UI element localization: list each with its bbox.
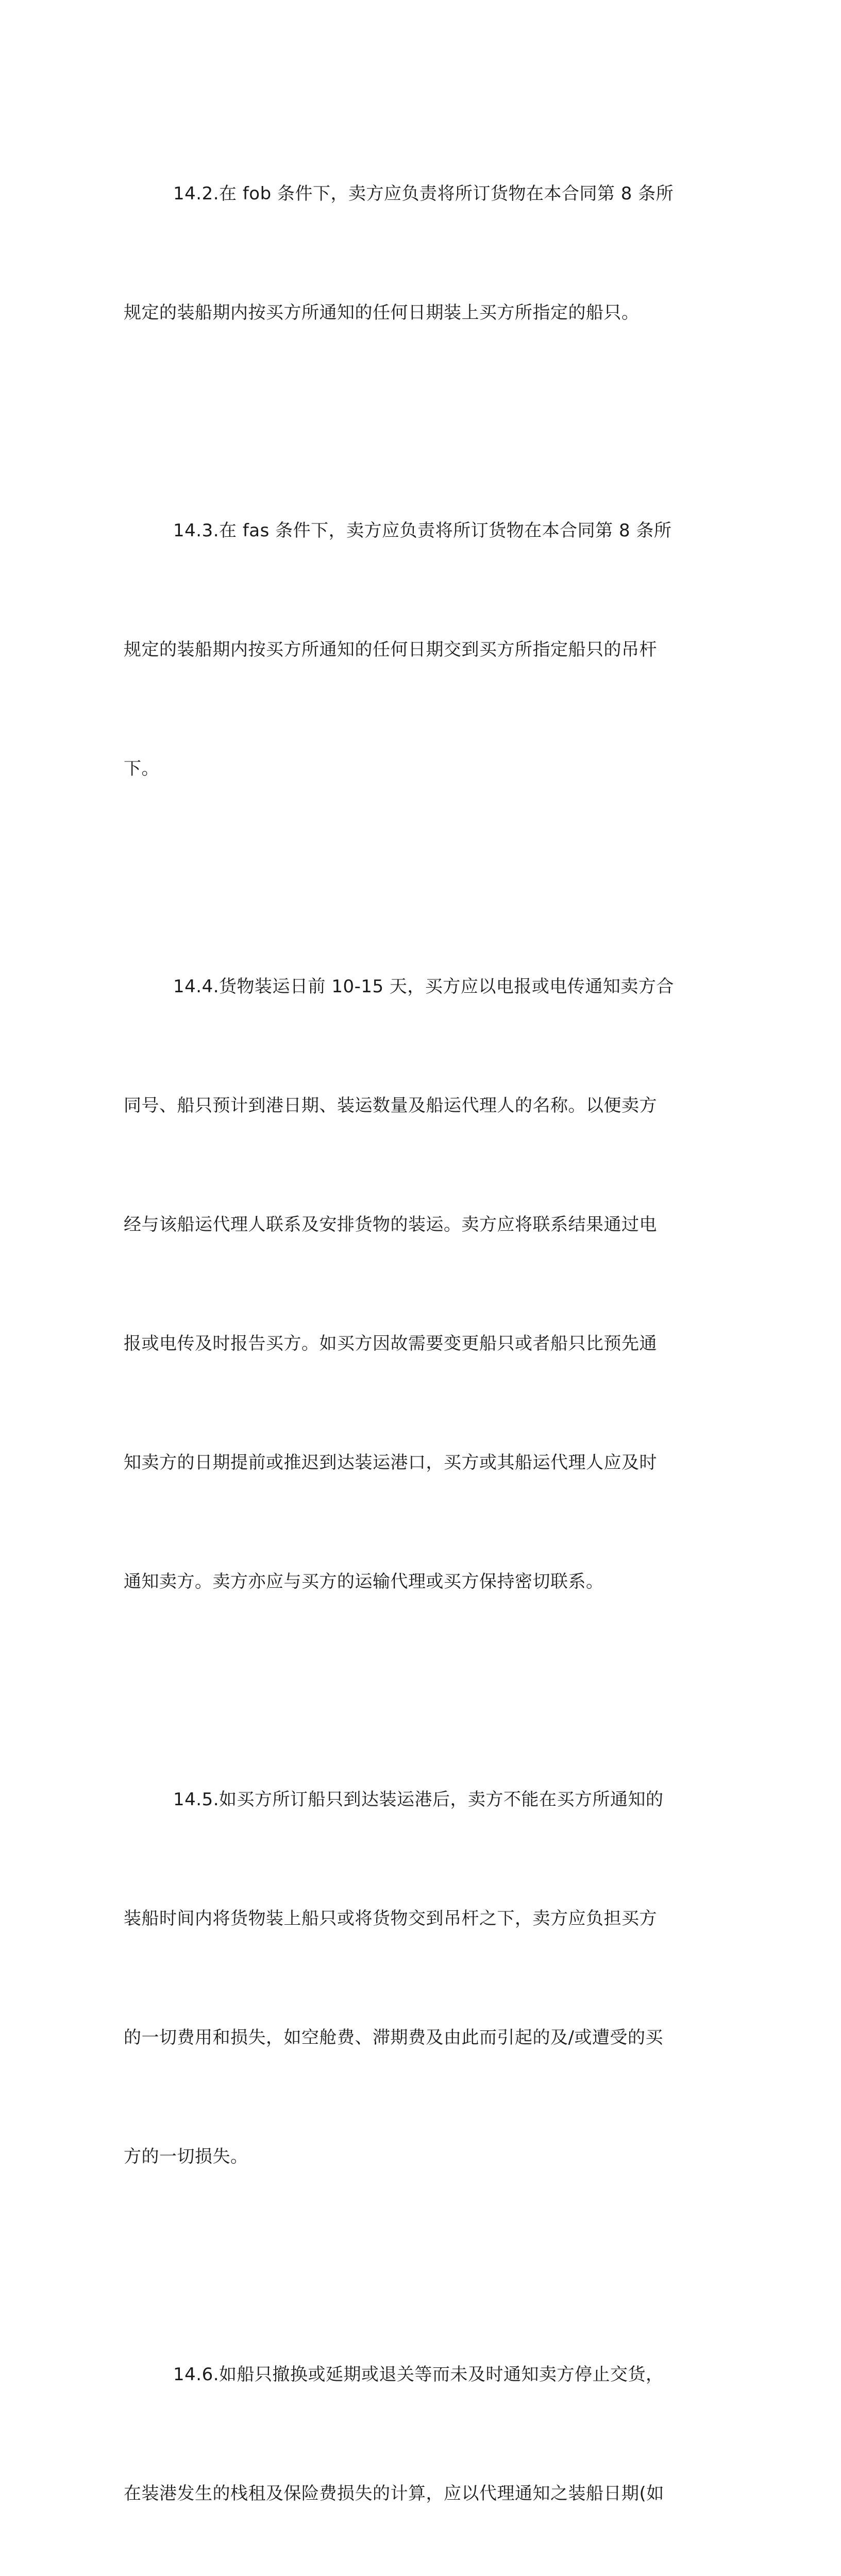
text-line: 同号、船只预计到港日期、装运数量及船运代理人的名称。以便卖方 [124,1095,657,1116]
text-line: 经与该船运代理人联系及安排货物的装运。卖方应将联系结果通过电 [124,1214,657,1235]
text-line: 14.2.在 fob 条件下，卖方应负责将所订货物在本合同第 8 条所 [173,183,674,204]
clause-14-3 [124,432,701,868]
clause-14-2 [124,95,701,412]
text-line: 14.6.如船只撤换或延期或退关等而未及时通知卖方停止交货， [173,2364,664,2385]
text-line: 14.4.货物装运日前 10-15 天，买方应以电报或电传通知卖方合 [173,976,674,997]
text-line: 的一切费用和损失，如空舱费、滞期费及由此而引起的及/或遭受的买 [124,2027,663,2048]
text-line: 规定的装船期内按买方所通知的任何日期装上买方所指定的船只。 [124,302,640,323]
text-line: 在装港发生的栈租及保险费损失的计算，应以代理通知之装船日期(如 [124,2483,664,2504]
document-body [124,95,701,2576]
text-line: 知卖方的日期提前或推迟到达装运港口，买方或其船运代理人应及时 [124,1452,657,1473]
text-line: 下。 [124,758,159,779]
text-line: 通知卖方。卖方亦应与买方的运输代理或买方保持密切联系。 [124,1571,604,1592]
text-line: 14.5.如买方所订船只到达装运港后，卖方不能在买方所通知的 [173,1789,664,1810]
text-line: 报或电传及时报告买方。如买方因故需要变更船只或者船只比预先通 [124,1333,657,1354]
text-line: 方的一切损失。 [124,2146,248,2167]
clause-14-6 [124,2276,701,2576]
text-line: 装船时间内将货物装上船只或将货物交到吊杆之下，卖方应负担买方 [124,1908,657,1929]
clause-14-5 [124,1701,701,2256]
clause-14-4 [124,888,701,1681]
text-line: 规定的装船期内按买方所通知的任何日期交到买方所指定船只的吊杆 [124,639,657,660]
text-line: 14.3.在 fas 条件下，卖方应负责将所订货物在本合同第 8 条所 [173,520,672,541]
